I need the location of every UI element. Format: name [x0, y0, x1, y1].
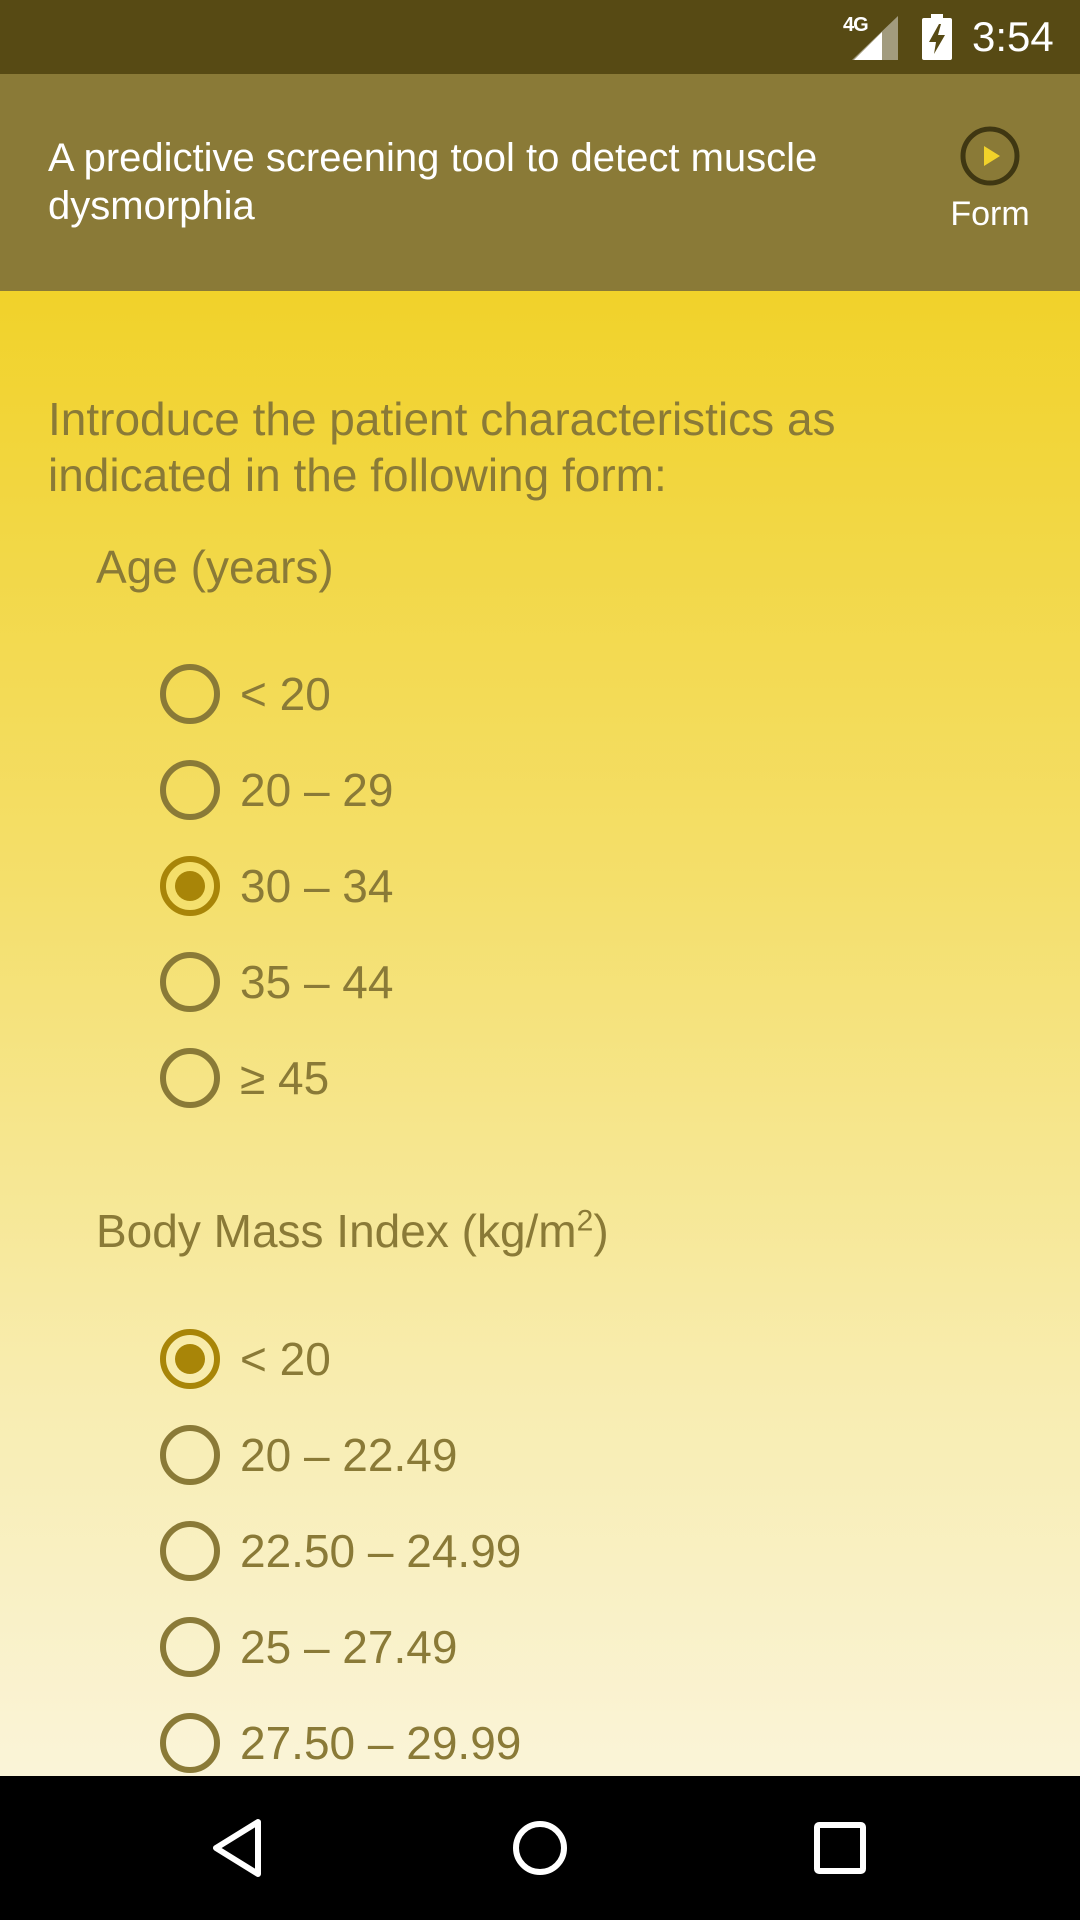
radio-unchecked-icon	[160, 1048, 220, 1108]
radio-checked-icon	[160, 1329, 220, 1389]
app-bar	[0, 74, 1080, 291]
age-option-under-20[interactable]	[160, 659, 860, 729]
radio-unchecked-icon	[160, 1617, 220, 1677]
radio-unchecked-icon	[160, 1713, 220, 1773]
navigation-bar	[0, 1776, 1080, 1920]
radio-checked-icon	[160, 856, 220, 916]
form-action-label: Form	[950, 195, 1030, 233]
bmi-option-22-50-24-99[interactable]	[160, 1516, 860, 1586]
intro-text: Introduce the patient characteristics as indicated in the following form:	[48, 393, 836, 501]
back-icon[interactable]	[200, 1808, 280, 1888]
bmi-option-27-50-29-99[interactable]	[160, 1708, 860, 1776]
status-bar	[0, 0, 1080, 74]
clock: 3:54	[972, 13, 1054, 60]
radio-option-label: < 20	[240, 668, 331, 720]
radio-option-label: 27.50 – 29.99	[240, 1717, 522, 1769]
app-title: A predictive screening tool to detect muscle dysmorphia	[48, 136, 818, 228]
radio-option-label: 22.50 – 24.99	[240, 1525, 522, 1577]
radio-option-label: 30 – 34	[240, 860, 394, 912]
age-option-45-plus[interactable]	[160, 1043, 860, 1113]
radio-unchecked-icon	[160, 1425, 220, 1485]
bmi-option-20-22-49[interactable]	[160, 1420, 860, 1490]
radio-unchecked-icon	[160, 1521, 220, 1581]
network-type-label: 4G	[843, 14, 868, 36]
radio-unchecked-icon	[160, 952, 220, 1012]
bmi-option-under-20[interactable]	[160, 1324, 860, 1394]
radio-option-label: ≥ 45	[240, 1052, 330, 1104]
age-option-35-44[interactable]	[160, 947, 860, 1017]
bmi-label-end: )	[593, 1205, 609, 1257]
bmi-label-main: Body Mass Index (kg/m	[96, 1205, 577, 1257]
recents-icon[interactable]	[800, 1808, 880, 1888]
age-option-20-29[interactable]	[160, 755, 860, 825]
radio-option-label: < 20	[240, 1333, 331, 1385]
home-icon[interactable]	[500, 1808, 580, 1888]
age-label: Age (years)	[96, 541, 334, 593]
age-option-30-34[interactable]	[160, 851, 860, 921]
radio-option-label: 35 – 44	[240, 956, 394, 1008]
radio-unchecked-icon	[160, 760, 220, 820]
radio-option-label: 25 – 27.49	[240, 1621, 458, 1673]
battery-charging-icon	[922, 14, 952, 60]
play-circle-icon	[960, 126, 1020, 186]
form-action-button[interactable]	[930, 126, 1050, 246]
radio-unchecked-icon	[160, 664, 220, 724]
radio-option-label: 20 – 22.49	[240, 1429, 458, 1481]
radio-option-label: 20 – 29	[240, 764, 394, 816]
form-content[interactable]	[0, 291, 1080, 1776]
bmi-label-superscript: 2	[576, 1204, 594, 1238]
bmi-label	[96, 1203, 609, 1259]
bmi-option-25-27-49[interactable]	[160, 1612, 860, 1682]
signal-icon	[852, 16, 898, 60]
